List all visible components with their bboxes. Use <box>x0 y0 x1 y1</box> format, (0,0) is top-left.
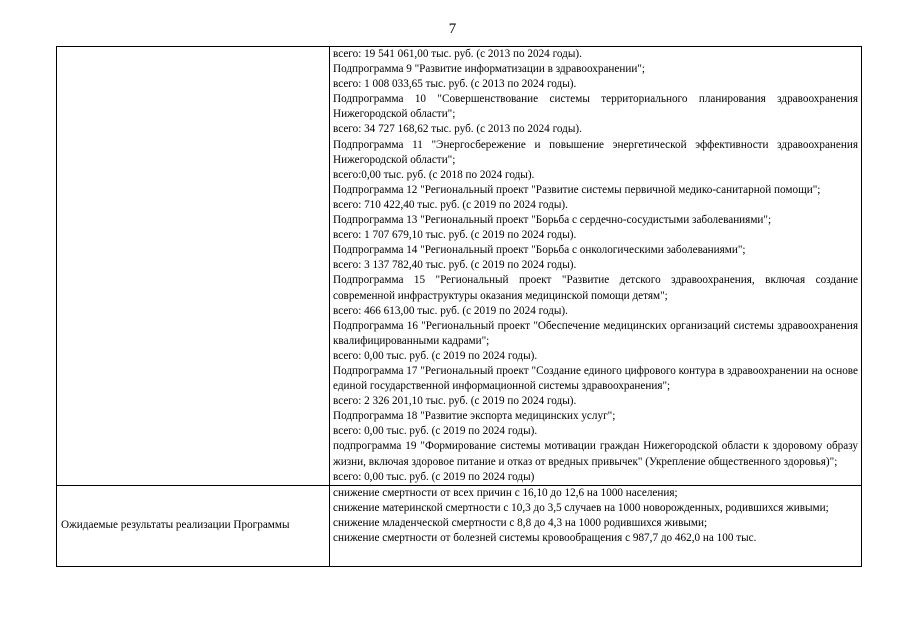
list-item: всего: 466 613,00 тыс. руб. (с 2019 по 2024 годы). <box>333 304 568 317</box>
list-item: Подпрограмма 16 "Региональный проект "Обеспечение медицинских организаций системы здравоохранения квалифицированными кадрами"; <box>333 319 858 347</box>
table-row <box>57 47 862 486</box>
list-item: Подпрограмма 18 "Развитие экспорта медицинских услуг"; <box>333 410 616 423</box>
expected-results-cell <box>330 485 862 566</box>
list-item: всего: 0,00 тыс. руб. (с 2019 по 2024 годы). <box>333 425 538 438</box>
list-item: снижение смертности от болезней системы кровообращения с 987,7 до 462,0 на 100 тыс. <box>333 532 757 544</box>
list-item: всего: 19 541 061,00 тыс. руб. (с 2013 по 2024 годы). <box>333 48 582 60</box>
list-item: всего: 34 727 168,62 тыс. руб. (с 2013 по 2024 годы). <box>333 123 582 136</box>
list-item: снижение смертности от всех причин с 16,10 до 12,6 на 1000 населения; <box>333 486 678 499</box>
list-item: Подпрограмма 17 "Региональный проект "Создание единого цифрового контура в здравоохранении на основе единой государственной информационной системы здравоохранения"; <box>333 364 858 393</box>
list-item: всего: 0,00 тыс. руб. (с 2019 по 2024 годы) <box>333 470 535 483</box>
list-item: Подпрограмма 13 "Региональный проект "Борьба с сердечно-сосудистыми заболеваниями"; <box>333 214 772 227</box>
expected-results-label: Ожидаемые результаты реализации Программы <box>57 485 330 566</box>
list-item: снижение младенческой смертности с 8,8 до 4,3 на 1000 родившихся живыми; <box>333 516 708 529</box>
list-item: Подпрограмма 9 "Развитие информатизации в здравоохранении"; <box>333 63 646 76</box>
list-item: Подпрограмма 12 "Региональный проект "Развитие системы первичной медико-санитарной помощи"; <box>333 183 821 196</box>
list-item: всего: 1 707 679,10 тыс. руб. (с 2019 по 2024 годы). <box>333 229 577 242</box>
list-item: всего: 1 008 033,65 тыс. руб. (с 2013 по 2024 годы). <box>333 78 577 91</box>
list-item: Подпрограмма 11 "Энергосбережение и повышение энергетической эффективности здравоохранения Нижегородской области"; <box>333 138 858 166</box>
list-item: всего: 0,00 тыс. руб. (с 2019 по 2024 годы). <box>333 349 538 362</box>
row-label-cell <box>57 47 330 486</box>
list-item: всего: 710 422,40 тыс. руб. (с 2019 по 2024 годы). <box>333 198 568 211</box>
list-item: всего: 3 137 782,40 тыс. руб. (с 2019 по 2024 годы). <box>333 259 577 272</box>
list-item: всего: 2 326 201,10 тыс. руб. (с 2019 по 2024 годы). <box>333 395 577 408</box>
list-item: Подпрограмма 14 "Региональный проект "Борьба с онкологическими заболеваниями"; <box>333 244 746 257</box>
list-item: снижение материнской смертности с 10,3 до 3,5 случаев на 1000 новорожденных, родившихся живыми; <box>333 501 829 514</box>
page-number: 7 <box>448 21 457 37</box>
expected-results-list <box>333 486 858 566</box>
list-item: Подпрограмма 10 "Совершенствование системы территориального планирования здравоохранения Нижегородской области"; <box>333 93 858 121</box>
list-item: Подпрограмма 15 "Региональный проект "Развитие детского здравоохранения, включая создание современной инфраструктуры оказания медицинской помощи детям"; <box>333 274 858 302</box>
list-item: подпрограмма 19 "Формирование системы мотивации граждан Нижегородской области к здоровому образу жизни, включая здоровое питание и отказ от вредных привычек" (Укрепление общественного здоровья)"; <box>333 440 858 468</box>
subprogram-financing-cell <box>330 47 862 486</box>
list-item: всего:0,00 тыс. руб. (с 2018 по 2024 годы). <box>333 168 535 181</box>
table-row <box>57 485 862 566</box>
passport-table <box>56 46 862 567</box>
